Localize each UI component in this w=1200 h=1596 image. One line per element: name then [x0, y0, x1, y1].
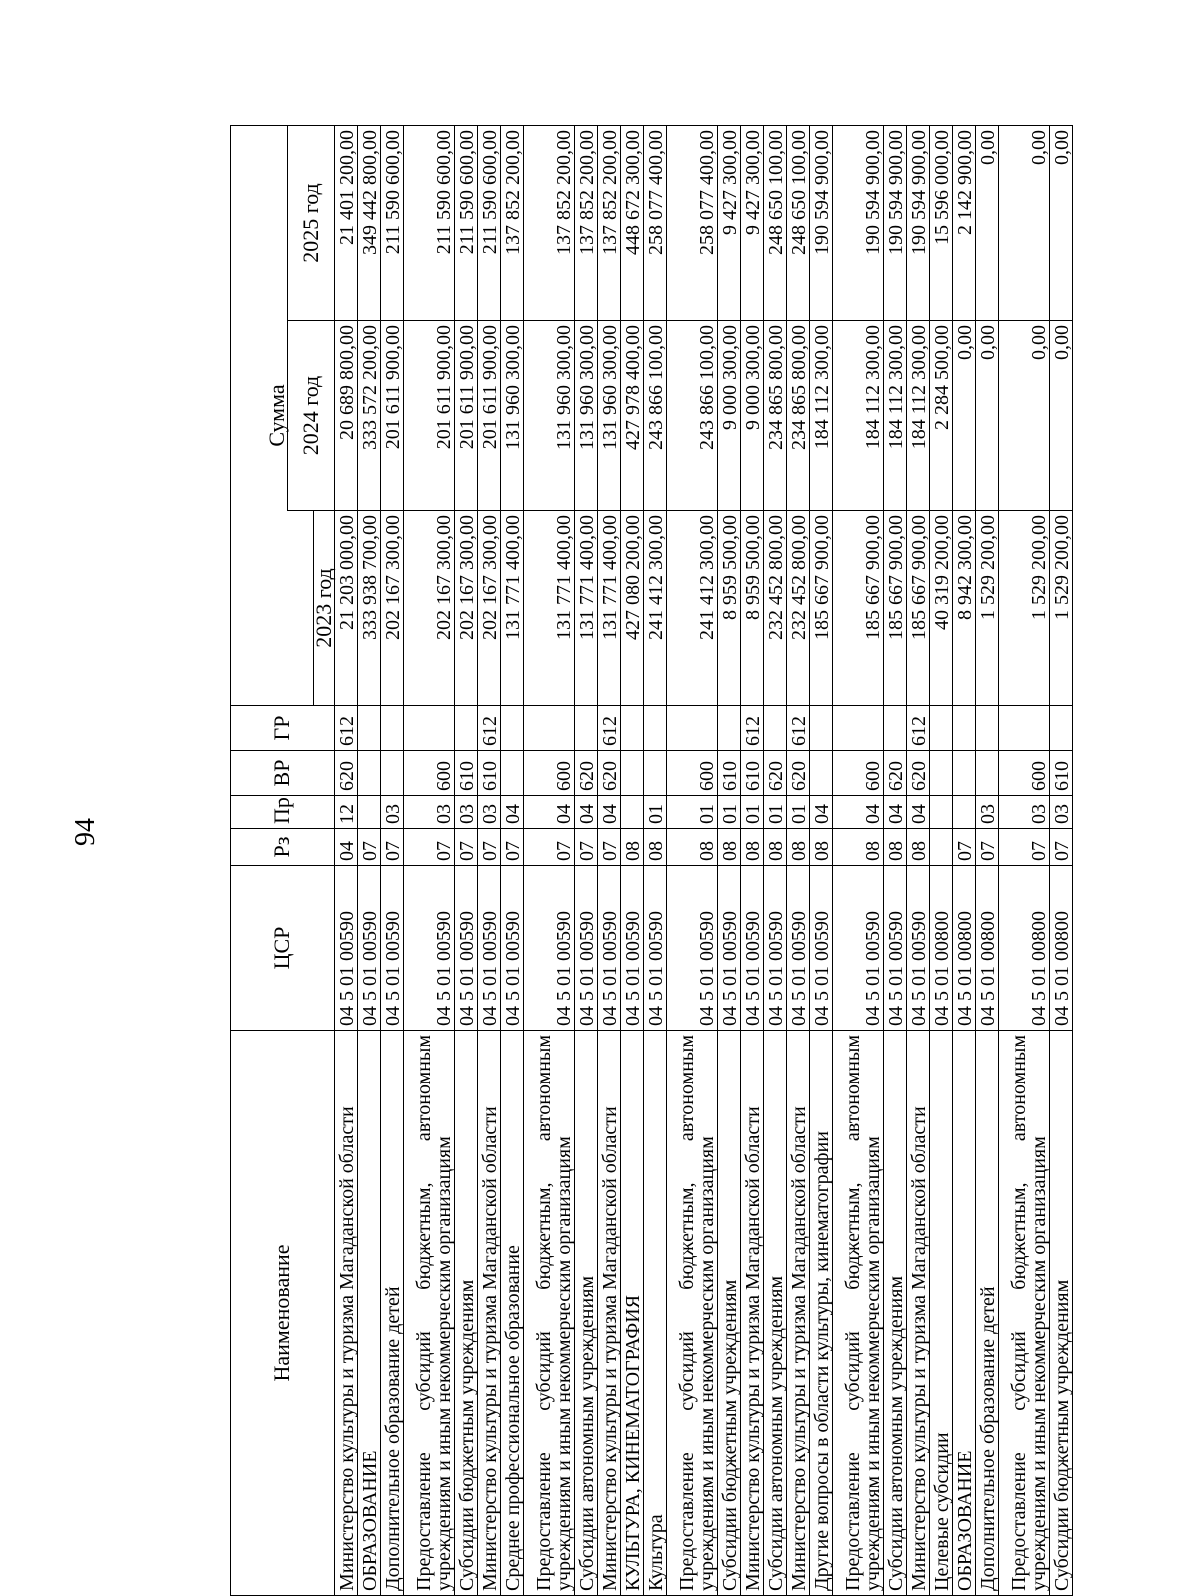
header-2024: 2024 год [288, 321, 335, 511]
cell-gr [643, 706, 666, 751]
cell-pr [929, 796, 952, 829]
cell-csr: 04 5 01 00800 [952, 866, 975, 1031]
cell-rz: 07 [998, 829, 1049, 866]
cell-y2023: 333 938 700,00 [357, 511, 380, 706]
cell-vr [975, 751, 998, 796]
cell-csr: 04 5 01 00590 [454, 866, 477, 1031]
page-number: 94 [70, 818, 101, 846]
cell-rz: 07 [952, 829, 975, 866]
header-csr: ЦСР [231, 866, 335, 1031]
cell-name: Субсидии автономным учреждениям [883, 1031, 906, 1596]
table-row [574, 126, 597, 1596]
cell-pr: 03 [975, 796, 998, 829]
cell-vr: 600 [832, 751, 883, 796]
cell-y2023: 241 412 300,00 [643, 511, 666, 706]
cell-y2023: 1 529 200,00 [975, 511, 998, 706]
cell-name: КУЛЬТУРА, КИНЕМАТОГРАФИЯ [620, 1031, 643, 1596]
cell-pr: 04 [597, 796, 620, 829]
cell-vr [929, 751, 952, 796]
cell-rz: 07 [597, 829, 620, 866]
cell-name: Целевые субсидии [929, 1031, 952, 1596]
cell-y2024: 243 866 100,00 [666, 321, 717, 511]
header-2023: 2023 год [313, 511, 334, 706]
cell-y2023: 21 203 000,00 [334, 511, 357, 706]
cell-vr: 620 [906, 751, 929, 796]
cell-name: Субсидии автономным учреждениям [574, 1031, 597, 1596]
cell-y2023: 8 959 500,00 [717, 511, 740, 706]
cell-name: ОБРАЗОВАНИЕ [952, 1031, 975, 1596]
cell-gr [1049, 706, 1072, 751]
table-row [334, 126, 357, 1596]
cell-gr: 612 [477, 706, 500, 751]
cell-y2023: 232 452 800,00 [763, 511, 786, 706]
cell-gr [523, 706, 574, 751]
cell-y2024: 243 866 100,00 [643, 321, 666, 511]
cell-pr: 03 [998, 796, 1049, 829]
cell-y2024: 131 960 300,00 [597, 321, 620, 511]
cell-name: Субсидии бюджетным учреждениям [454, 1031, 477, 1596]
cell-gr: 612 [786, 706, 809, 751]
cell-name: Министерство культуры и туризма Магаданской области [740, 1031, 763, 1596]
table-row [786, 126, 809, 1596]
cell-csr: 04 5 01 00800 [1049, 866, 1072, 1031]
cell-rz: 08 [906, 829, 929, 866]
cell-csr: 04 5 01 00590 [786, 866, 809, 1031]
cell-rz: 07 [454, 829, 477, 866]
cell-name: Субсидии автономным учреждениям [763, 1031, 786, 1596]
cell-y2025: 211 590 600,00 [477, 126, 500, 321]
cell-y2024: 0,00 [975, 321, 998, 511]
cell-csr: 04 5 01 00590 [883, 866, 906, 1031]
cell-y2025: 137 852 200,00 [574, 126, 597, 321]
cell-gr [666, 706, 717, 751]
cell-y2024: 184 112 300,00 [906, 321, 929, 511]
cell-y2025: 9 427 300,00 [740, 126, 763, 321]
cell-y2025: 211 590 600,00 [380, 126, 403, 321]
cell-y2024: 234 865 800,00 [763, 321, 786, 511]
cell-y2023: 131 771 400,00 [500, 511, 523, 706]
header-name: Наименование [231, 1031, 335, 1596]
cell-vr: 620 [883, 751, 906, 796]
cell-pr: 04 [574, 796, 597, 829]
table-row [952, 126, 975, 1596]
cell-y2024: 234 865 800,00 [786, 321, 809, 511]
table-row [717, 126, 740, 1596]
cell-y2023: 185 667 900,00 [809, 511, 832, 706]
table-row [523, 126, 574, 1596]
cell-rz: 07 [357, 829, 380, 866]
cell-pr: 04 [523, 796, 574, 829]
cell-y2025: 190 594 900,00 [832, 126, 883, 321]
cell-csr: 04 5 01 00590 [832, 866, 883, 1031]
cell-csr: 04 5 01 00590 [740, 866, 763, 1031]
cell-rz [929, 829, 952, 866]
cell-csr: 04 5 01 00590 [906, 866, 929, 1031]
cell-y2023: 131 771 400,00 [597, 511, 620, 706]
cell-pr: 04 [809, 796, 832, 829]
budget-table [230, 125, 1073, 1596]
cell-csr: 04 5 01 00590 [523, 866, 574, 1031]
cell-y2025: 9 427 300,00 [717, 126, 740, 321]
cell-y2023: 202 167 300,00 [403, 511, 454, 706]
cell-name: Субсидии бюджетным учреждениям [1049, 1031, 1072, 1596]
table-row [477, 126, 500, 1596]
cell-gr [998, 706, 1049, 751]
cell-csr: 04 5 01 00590 [809, 866, 832, 1031]
cell-pr [620, 796, 643, 829]
cell-gr [809, 706, 832, 751]
cell-y2023: 202 167 300,00 [477, 511, 500, 706]
cell-y2025: 0,00 [998, 126, 1049, 321]
cell-pr: 03 [403, 796, 454, 829]
cell-y2025: 248 650 100,00 [786, 126, 809, 321]
cell-pr: 01 [717, 796, 740, 829]
cell-y2025: 190 594 900,00 [809, 126, 832, 321]
cell-gr [717, 706, 740, 751]
cell-y2024: 9 000 300,00 [740, 321, 763, 511]
cell-pr: 04 [883, 796, 906, 829]
cell-gr [929, 706, 952, 751]
cell-pr: 04 [500, 796, 523, 829]
cell-y2024: 184 112 300,00 [809, 321, 832, 511]
cell-rz: 08 [643, 829, 666, 866]
cell-rz: 08 [809, 829, 832, 866]
cell-name: Министерство культуры и туризма Магаданской области [597, 1031, 620, 1596]
header-pr: Пр [231, 796, 335, 829]
cell-y2024: 20 689 800,00 [334, 321, 357, 511]
cell-name: Дополнительное образование детей [380, 1031, 403, 1596]
cell-vr: 620 [574, 751, 597, 796]
cell-y2025: 258 077 400,00 [643, 126, 666, 321]
cell-y2024: 201 611 900,00 [380, 321, 403, 511]
cell-y2023: 202 167 300,00 [380, 511, 403, 706]
table-row [740, 126, 763, 1596]
cell-y2024: 333 572 200,00 [357, 321, 380, 511]
cell-gr [832, 706, 883, 751]
table-row [1049, 126, 1072, 1596]
cell-pr [357, 796, 380, 829]
cell-y2025: 211 590 600,00 [454, 126, 477, 321]
cell-y2023: 8 959 500,00 [740, 511, 763, 706]
cell-gr [975, 706, 998, 751]
cell-pr: 03 [1049, 796, 1072, 829]
cell-csr: 04 5 01 00590 [717, 866, 740, 1031]
cell-vr: 610 [1049, 751, 1072, 796]
cell-y2023: 241 412 300,00 [666, 511, 717, 706]
cell-gr [380, 706, 403, 751]
cell-rz: 07 [477, 829, 500, 866]
cell-pr: 01 [643, 796, 666, 829]
cell-y2023: 202 167 300,00 [454, 511, 477, 706]
cell-name: Министерство культуры и туризма Магаданской области [906, 1031, 929, 1596]
cell-pr: 03 [477, 796, 500, 829]
cell-vr: 600 [523, 751, 574, 796]
cell-vr: 610 [477, 751, 500, 796]
cell-y2025: 15 596 000,00 [929, 126, 952, 321]
table-row [929, 126, 952, 1596]
cell-csr: 04 5 01 00590 [597, 866, 620, 1031]
cell-gr [763, 706, 786, 751]
cell-vr: 610 [740, 751, 763, 796]
cell-y2025: 248 650 100,00 [763, 126, 786, 321]
cell-y2023: 1 529 200,00 [1049, 511, 1072, 706]
cell-name: Предоставление субсидий бюджетным, автономным учреждениям и иным некоммерческим организациям [403, 1031, 454, 1596]
cell-rz: 08 [717, 829, 740, 866]
cell-vr: 610 [717, 751, 740, 796]
table-row [643, 126, 666, 1596]
cell-y2024: 201 611 900,00 [403, 321, 454, 511]
cell-rz: 07 [574, 829, 597, 866]
cell-csr: 04 5 01 00590 [380, 866, 403, 1031]
table-body [334, 126, 1072, 1596]
cell-csr: 04 5 01 00590 [666, 866, 717, 1031]
cell-y2023: 185 667 900,00 [832, 511, 883, 706]
cell-pr: 01 [763, 796, 786, 829]
cell-name: Министерство культуры и туризма Магаданской области [334, 1031, 357, 1596]
cell-name: Предоставление субсидий бюджетным, автономным учреждениям и иным некоммерческим организациям [832, 1031, 883, 1596]
table-row [666, 126, 717, 1596]
cell-csr: 04 5 01 00800 [929, 866, 952, 1031]
header-2025: 2025 год [288, 126, 335, 321]
cell-y2024: 184 112 300,00 [832, 321, 883, 511]
cell-rz: 08 [832, 829, 883, 866]
cell-rz: 08 [883, 829, 906, 866]
cell-y2024: 2 284 500,00 [929, 321, 952, 511]
table-row [380, 126, 403, 1596]
cell-csr: 04 5 01 00590 [477, 866, 500, 1031]
cell-pr: 03 [380, 796, 403, 829]
cell-rz: 08 [763, 829, 786, 866]
table-row [357, 126, 380, 1596]
cell-y2024: 131 960 300,00 [523, 321, 574, 511]
cell-name: Другие вопросы в области культуры, кинематографии [809, 1031, 832, 1596]
cell-y2025: 137 852 200,00 [500, 126, 523, 321]
cell-vr: 620 [334, 751, 357, 796]
table-row [597, 126, 620, 1596]
table-header [231, 126, 335, 1596]
cell-name: Предоставление субсидий бюджетным, автономным учреждениям и иным некоммерческим организациям [998, 1031, 1049, 1596]
cell-y2025: 211 590 600,00 [403, 126, 454, 321]
table-row [906, 126, 929, 1596]
cell-gr [403, 706, 454, 751]
cell-gr [620, 706, 643, 751]
cell-vr: 620 [597, 751, 620, 796]
cell-y2023: 131 771 400,00 [574, 511, 597, 706]
cell-y2025: 137 852 200,00 [597, 126, 620, 321]
cell-csr: 04 5 01 00590 [620, 866, 643, 1031]
cell-y2023: 185 667 900,00 [906, 511, 929, 706]
cell-rz: 08 [786, 829, 809, 866]
cell-pr [952, 796, 975, 829]
cell-vr: 620 [763, 751, 786, 796]
cell-gr [357, 706, 380, 751]
cell-gr [952, 706, 975, 751]
cell-y2025: 0,00 [975, 126, 998, 321]
cell-vr [809, 751, 832, 796]
cell-y2024: 427 978 400,00 [620, 321, 643, 511]
cell-csr: 04 5 01 00590 [403, 866, 454, 1031]
cell-pr: 01 [740, 796, 763, 829]
cell-vr: 600 [998, 751, 1049, 796]
cell-y2025: 349 442 800,00 [357, 126, 380, 321]
cell-y2024: 9 000 300,00 [717, 321, 740, 511]
cell-name: Министерство культуры и туризма Магаданской области [477, 1031, 500, 1596]
cell-pr: 03 [454, 796, 477, 829]
cell-rz: 07 [1049, 829, 1072, 866]
cell-vr [620, 751, 643, 796]
header-vr: ВР [231, 751, 335, 796]
cell-gr: 612 [740, 706, 763, 751]
cell-name: Дополнительное образование детей [975, 1031, 998, 1596]
cell-rz: 08 [620, 829, 643, 866]
table-row [832, 126, 883, 1596]
cell-rz: 07 [380, 829, 403, 866]
cell-csr: 04 5 01 00590 [574, 866, 597, 1031]
cell-name: Предоставление субсидий бюджетным, автономным учреждениям и иным некоммерческим организациям [523, 1031, 574, 1596]
rotated-table-container [230, 126, 1094, 1596]
table-row [454, 126, 477, 1596]
cell-y2023: 232 452 800,00 [786, 511, 809, 706]
cell-name: ОБРАЗОВАНИЕ [357, 1031, 380, 1596]
cell-rz: 07 [403, 829, 454, 866]
cell-y2023: 427 080 200,00 [620, 511, 643, 706]
cell-y2024: 131 960 300,00 [574, 321, 597, 511]
cell-y2025: 0,00 [1049, 126, 1072, 321]
cell-gr [454, 706, 477, 751]
cell-pr: 01 [786, 796, 809, 829]
cell-y2023: 40 319 200,00 [929, 511, 952, 706]
table-row [975, 126, 998, 1596]
cell-rz: 08 [740, 829, 763, 866]
cell-csr: 04 5 01 00590 [357, 866, 380, 1031]
cell-rz: 07 [500, 829, 523, 866]
cell-pr: 04 [906, 796, 929, 829]
cell-y2023: 185 667 900,00 [883, 511, 906, 706]
header-gr: ГР [231, 706, 335, 751]
header-spacer [288, 511, 314, 706]
cell-y2024: 184 112 300,00 [883, 321, 906, 511]
table-row [500, 126, 523, 1596]
cell-y2025: 137 852 200,00 [523, 126, 574, 321]
cell-gr [883, 706, 906, 751]
cell-gr: 612 [906, 706, 929, 751]
cell-rz: 07 [523, 829, 574, 866]
cell-vr [643, 751, 666, 796]
cell-y2025: 2 142 900,00 [952, 126, 975, 321]
cell-rz: 07 [975, 829, 998, 866]
cell-name: Предоставление субсидий бюджетным, автономным учреждениям и иным некоммерческим организациям [666, 1031, 717, 1596]
table-row [809, 126, 832, 1596]
header-rz: Рз [231, 829, 335, 866]
cell-rz: 08 [666, 829, 717, 866]
cell-vr: 600 [666, 751, 717, 796]
cell-y2024: 0,00 [952, 321, 975, 511]
table-row [883, 126, 906, 1596]
cell-y2024: 201 611 900,00 [477, 321, 500, 511]
cell-y2025: 258 077 400,00 [666, 126, 717, 321]
cell-csr: 04 5 01 00590 [334, 866, 357, 1031]
cell-name: Министерство культуры и туризма Магаданской области [786, 1031, 809, 1596]
header-sum: Сумма [231, 126, 288, 706]
cell-gr: 612 [334, 706, 357, 751]
cell-vr [357, 751, 380, 796]
cell-y2024: 0,00 [1049, 321, 1072, 511]
cell-y2024: 131 960 300,00 [500, 321, 523, 511]
cell-y2024: 201 611 900,00 [454, 321, 477, 511]
cell-csr: 04 5 01 00590 [500, 866, 523, 1031]
cell-gr: 612 [597, 706, 620, 751]
table-row [763, 126, 786, 1596]
cell-csr: 04 5 01 00590 [763, 866, 786, 1031]
cell-vr [952, 751, 975, 796]
cell-y2023: 131 771 400,00 [523, 511, 574, 706]
cell-y2025: 448 672 300,00 [620, 126, 643, 321]
cell-name: Культура [643, 1031, 666, 1596]
table-row [620, 126, 643, 1596]
cell-y2025: 190 594 900,00 [906, 126, 929, 321]
cell-pr: 01 [666, 796, 717, 829]
cell-vr: 600 [403, 751, 454, 796]
cell-name: Среднее профессиональное образование [500, 1031, 523, 1596]
cell-csr: 04 5 01 00800 [998, 866, 1049, 1031]
cell-gr [574, 706, 597, 751]
cell-csr: 04 5 01 00800 [975, 866, 998, 1031]
cell-csr: 04 5 01 00590 [643, 866, 666, 1031]
cell-name: Субсидии бюджетным учреждениям [717, 1031, 740, 1596]
cell-y2025: 21 401 200,00 [334, 126, 357, 321]
cell-vr [500, 751, 523, 796]
cell-pr: 04 [832, 796, 883, 829]
cell-pr: 12 [334, 796, 357, 829]
cell-y2023: 8 942 300,00 [952, 511, 975, 706]
cell-y2025: 190 594 900,00 [883, 126, 906, 321]
cell-vr: 620 [786, 751, 809, 796]
cell-vr [380, 751, 403, 796]
cell-rz: 04 [334, 829, 357, 866]
cell-vr: 610 [454, 751, 477, 796]
cell-y2023: 1 529 200,00 [998, 511, 1049, 706]
cell-gr [500, 706, 523, 751]
table-row [403, 126, 454, 1596]
table-row [998, 126, 1049, 1596]
cell-y2024: 0,00 [998, 321, 1049, 511]
